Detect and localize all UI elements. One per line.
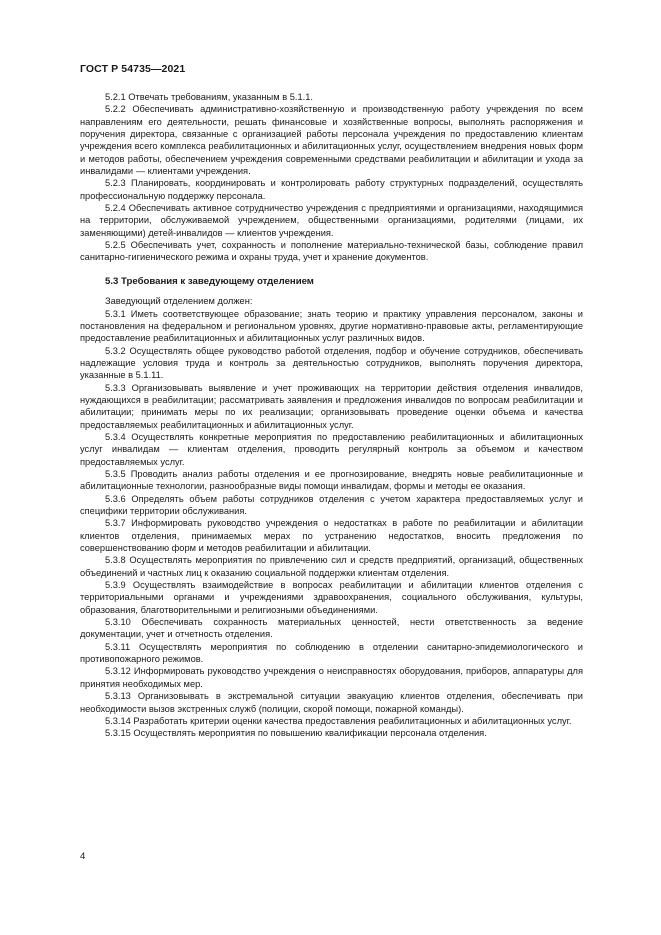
clause-5-3-6: 5.3.6 Определять объем работы сотрудников отделения с учетом характера предоставляемых услуг и специфики территории обслуживания. xyxy=(80,493,583,516)
clause-5-3-2: 5.3.2 Осуществлять общее руководство работой отделения, подбор и обучение сотрудников, обеспечивать надлежащие условия труда и контроль за деятельностью сотрудников, выполнять поручения директора, указанные в 5.1.11. xyxy=(80,345,583,381)
clause-5-3-5: 5.3.5 Проводить анализ работы отделения и ее прогнозирование, внедрять новые реабилитационные и абилитационные технологии, разнообразные виды помощи инвалидам, формы и методы ее оказания. xyxy=(80,468,583,492)
clause-5-3-13: 5.3.13 Организовывать в экстремальной ситуации эвакуацию клиентов отделения, обеспечивать при необходимости вызов экстренных служб (полиции, скорой помощи, пожарной команды). xyxy=(80,691,583,714)
clause-5-3-8: 5.3.8 Осуществлять мероприятия по привлечению сил и средств предприятий, организаций, общественных объединений и частных лиц к оказанию социальной поддержки клиентам отделения. xyxy=(80,555,583,578)
clause-5-3-7: 5.3.7 Информировать руководство учреждения о недостатках в работе по реабилитации и абилитации клиентов отделения, принимаемых мерах по устранению недостатков, вносить предложения по совершенствованию форм и методов реабилитации и абилитации. xyxy=(80,518,583,554)
clause-5-2-2: 5.2.2 Обеспечивать административно-хозяйственную и производственную работу учреждения по всем направлениям его деятельности, решать финансовые и хозяйственные вопросы, выполнять распоряжения и поручения директора, связанные с организацией работы персонала учреждения по предоставлению клиентам учреждения всего комплекса реабилитационных и абилитационных услуг, осуществлением внедрения новых форм и методов работы, обеспечением учреждения современными средствами реабилитации и абилитации и ухода за инвалидами — клиентами учреждения. xyxy=(80,104,583,177)
clause-5-3-11: 5.3.11 Осуществлять мероприятия по соблюдению в отделении санитарно-эпидемиологического и противопожарного режимов. xyxy=(80,641,583,665)
page-number: 4 xyxy=(80,851,86,862)
section-5-3-heading: 5.3 Требования к заведующему отделением xyxy=(105,275,314,287)
clause-5-2-5: 5.2.5 Обеспечивать учет, сохранность и пополнение материально-технической базы, соблюдение правил санитарно-гигиенического режима и охраны труда, учет и хранение документов. xyxy=(80,240,583,263)
clause-5-3-9: 5.3.9 Осуществлять взаимодействие в вопросах реабилитации и абилитации клиентов отделения с территориальными органами и учреждениями здравоохранения, социального обслуживания, культуры, образования, благотворительными и религиозными объединениями. xyxy=(80,580,583,615)
clause-5-2-1: 5.2.1 Отвечать требованиям, указанным в 5.1.1. xyxy=(105,92,313,102)
clause-5-2-3: 5.2.3 Планировать, координировать и контролировать работу структурных подразделений, осуществлять профессиональную поддержку персонала. xyxy=(80,178,583,201)
clause-5-3-4: 5.3.4 Осуществлять конкретные мероприятия по предоставлению реабилитационных и абилитационных услуг инвалидам — клиентам отделения, проводить регулярный контроль за объемом и качеством предоставляемых услуг. xyxy=(80,431,583,467)
clause-5-3-1: 5.3.1 Иметь соответствующее образование; знать теорию и практику управления персоналом, законы и постановления на федеральном и региональном уровнях, другие нормативно-правовые акты, регламентирующие предоставление реабилитационных и абилитационных услуг различных видов. xyxy=(80,308,583,344)
document-code-header: ГОСТ Р 54735—2021 xyxy=(80,63,186,75)
clause-5-2-4: 5.2.4 Обеспечивать активное сотрудничество учреждения с предприятиями и организациями, находящимися на территории, обслуживаемой учреждением, общественными организациями, родителями (лицами, их заменяющими) детей-инвалидов — клиентов учреждения. xyxy=(80,203,583,238)
section-5-3-intro: Заведующий отделением должен: xyxy=(105,296,253,307)
document-body xyxy=(80,91,583,740)
clause-5-3-14: 5.3.14 Разработать критерии оценки качества предоставления реабилитационных и абилитационных услуг. xyxy=(105,715,572,726)
clause-5-3-10: 5.3.10 Обеспечивать сохранность материальных ценностей, нести ответственность за ведение документации, учет и отчетность отделения. xyxy=(80,617,583,640)
clause-5-3-3: 5.3.3 Организовывать выявление и учет проживающих на территории действия отделения инвалидов, нуждающихся в реабилитации; рассматривать заявления и предложения инвалидов по вопросам реабилитации и абилитации; принимать меры по их реализации; организовывать проведение оценки объема и качества предоставляемых реабилитационных и абилитационных услуг. xyxy=(80,382,583,430)
clause-5-3-15: 5.3.15 Осуществлять мероприятия по повышению квалификации персонала отделения. xyxy=(105,728,487,739)
clause-5-3-12: 5.3.12 Информировать руководство учреждения о неисправностях оборудования, приборов, аппаратуры для принятия необходимых мер. xyxy=(80,666,583,689)
